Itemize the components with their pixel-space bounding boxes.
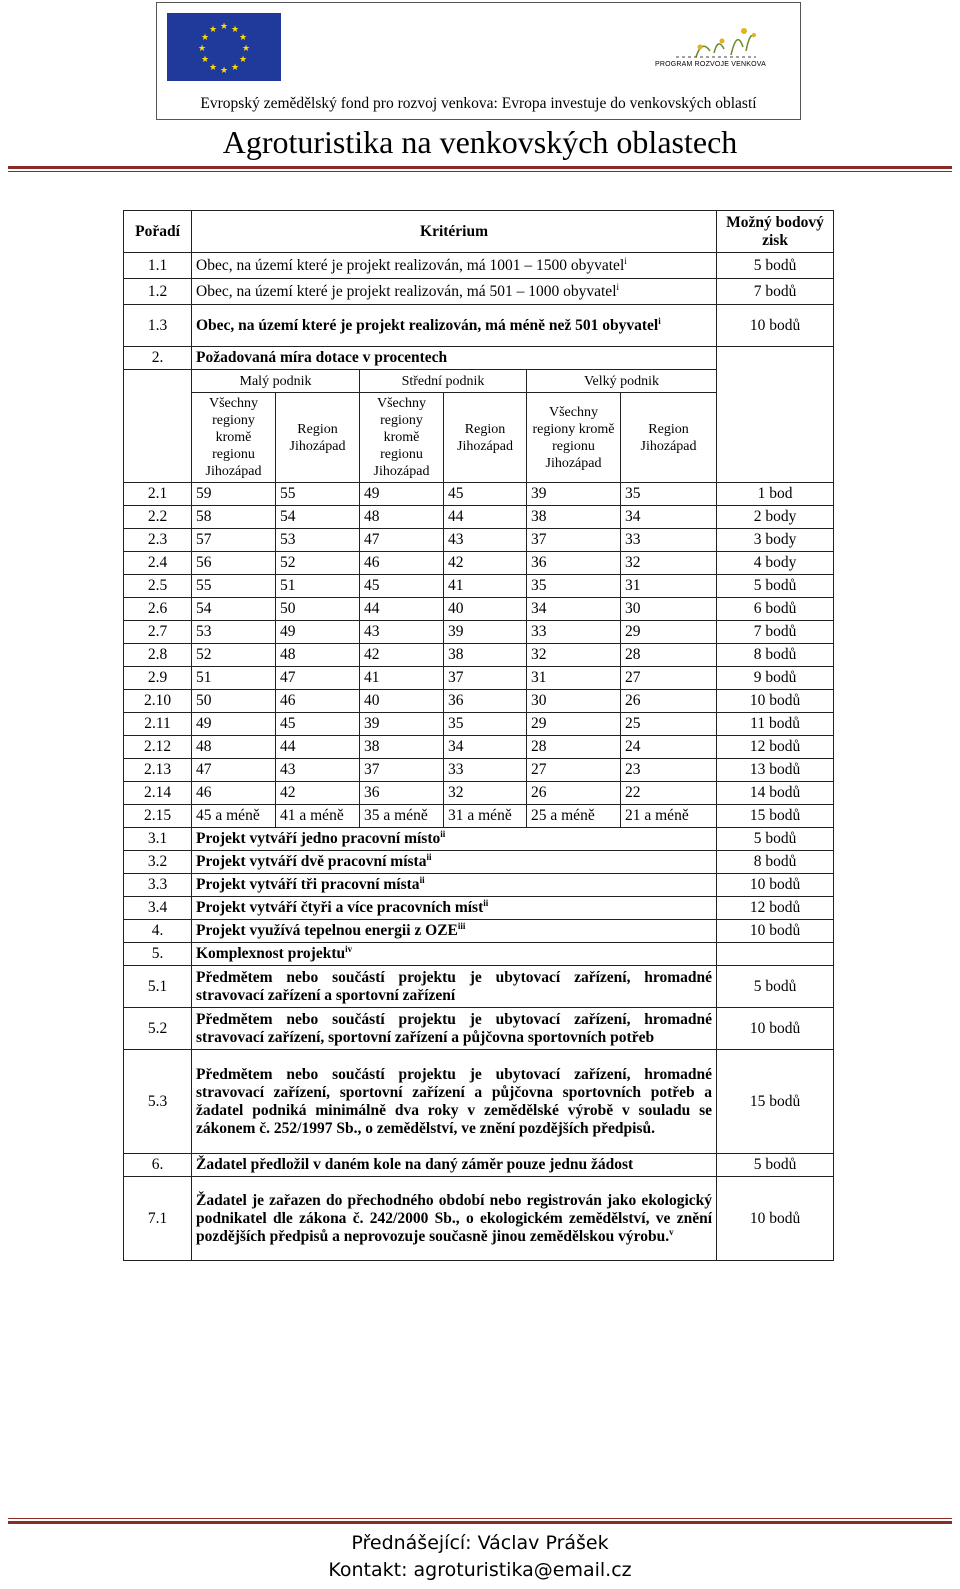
row-id: 5.2 <box>124 1008 192 1050</box>
value-cell: 39 <box>444 621 527 644</box>
value-cell: 28 <box>621 644 717 667</box>
value-cell: 48 <box>276 644 360 667</box>
value-cell: 25 <box>621 713 717 736</box>
table-row <box>124 782 834 805</box>
criterion-cell <box>192 920 717 943</box>
row-id: 2.11 <box>124 713 192 736</box>
row-id: 4. <box>124 920 192 943</box>
value-cell: 36 <box>444 690 527 713</box>
points-cell: 5 bodů <box>717 253 834 279</box>
value-cell: 31 <box>621 575 717 598</box>
value-cell: 40 <box>444 598 527 621</box>
program-logo-text: PROGRAM ROZVOJE VENKOVA <box>654 61 766 68</box>
table-row <box>124 736 834 759</box>
table-row <box>124 759 834 782</box>
footer-contact: Kontakt: agroturistika@email.cz <box>328 1559 632 1581</box>
points-cell: 5 bodů <box>717 828 834 851</box>
banner-caption: Evropský zemědělský fond pro rozvoj venkova: Evropa investuje do venkovských oblastí <box>200 95 757 112</box>
row-id: 2.7 <box>124 621 192 644</box>
points-cell: 5 bodů <box>717 966 834 1008</box>
top-divider <box>8 166 952 169</box>
value-cell: 40 <box>360 690 444 713</box>
table-row <box>124 805 834 828</box>
points-cell: 10 bodů <box>717 920 834 943</box>
row-id: 2.1 <box>124 483 192 506</box>
criterion-cell <box>192 305 717 347</box>
row-id: 2.4 <box>124 552 192 575</box>
table-row <box>124 253 834 279</box>
footnote-mark: ii <box>483 897 489 908</box>
points-cell: 1 bod <box>717 483 834 506</box>
criterion-text: Projekt vytváří čtyři a více pracovních míst <box>196 899 484 916</box>
points-cell: 15 bodů <box>717 1050 834 1154</box>
section-title: Požadovaná míra dotace v procentech <box>192 347 717 370</box>
table-row <box>124 279 834 305</box>
criterion-text: Projekt vytváří tři pracovní místa <box>196 876 420 893</box>
value-cell: 46 <box>276 690 360 713</box>
value-cell: 41 a méně <box>276 805 360 828</box>
header-criterion: Kritérium <box>192 211 717 253</box>
value-cell: 38 <box>444 644 527 667</box>
value-cell: 51 <box>276 575 360 598</box>
row-id: 1.1 <box>124 253 192 279</box>
criteria-table <box>123 210 834 1261</box>
points-cell: 11 bodů <box>717 713 834 736</box>
criterion-cell <box>192 874 717 897</box>
value-cell: 32 <box>527 644 621 667</box>
value-cell: 39 <box>360 713 444 736</box>
value-cell: 31 <box>527 667 621 690</box>
value-cell: 45 <box>444 483 527 506</box>
value-cell: 38 <box>527 506 621 529</box>
value-cell: 39 <box>527 483 621 506</box>
svg-text:★: ★ <box>200 33 210 43</box>
value-cell: 31 a méně <box>444 805 527 828</box>
table-row <box>124 644 834 667</box>
table-row <box>124 506 834 529</box>
value-cell: 33 <box>621 529 717 552</box>
value-cell: 29 <box>621 621 717 644</box>
criterion-cell <box>192 966 717 1008</box>
row-id: 3.2 <box>124 851 192 874</box>
points-cell: 8 bodů <box>717 644 834 667</box>
criterion-text: Projekt využívá tepelnou energii z OZE <box>196 922 458 939</box>
row-id: 3.4 <box>124 897 192 920</box>
criterion-cell <box>192 1154 717 1177</box>
row-id: 2.15 <box>124 805 192 828</box>
value-cell: 37 <box>527 529 621 552</box>
header-order: Pořadí <box>124 211 192 253</box>
value-cell: 54 <box>192 598 276 621</box>
footnote-mark: v <box>669 1226 674 1237</box>
row-id: 3.1 <box>124 828 192 851</box>
subcolumn-header: Region Jihozápad <box>621 393 717 483</box>
value-cell: 49 <box>360 483 444 506</box>
value-cell: 42 <box>444 552 527 575</box>
value-cell: 43 <box>444 529 527 552</box>
criterion-text: Žadatel je zařazen do přechodného období nebo registrován jako ekologický podnikatel dle zákona č. 242/2000 Sb., o ekologickém zemědělství, ve znění pozdějších předpisů a neprovozuje současně jinou zemědělskou výrobu. <box>196 1191 713 1245</box>
eu-stars-icon <box>167 13 281 81</box>
value-cell: 46 <box>360 552 444 575</box>
bottom-divider-thin <box>8 1518 952 1519</box>
value-cell: 25 a méně <box>527 805 621 828</box>
eu-flag-logo <box>167 13 281 81</box>
value-cell: 47 <box>276 667 360 690</box>
value-cell: 28 <box>527 736 621 759</box>
points-cell: 3 body <box>717 529 834 552</box>
value-cell: 32 <box>444 782 527 805</box>
top-divider-thin <box>8 171 952 172</box>
value-cell: 49 <box>192 713 276 736</box>
criterion-cell <box>192 897 717 920</box>
value-cell: 43 <box>276 759 360 782</box>
row-id: 2.9 <box>124 667 192 690</box>
value-cell: 38 <box>360 736 444 759</box>
footnote-mark: iii <box>457 920 466 931</box>
value-cell: 41 <box>360 667 444 690</box>
table-row <box>124 966 834 1008</box>
footnote-mark: i <box>616 281 620 292</box>
points-cell: 2 body <box>717 506 834 529</box>
value-cell: 45 <box>276 713 360 736</box>
table-row <box>124 943 834 966</box>
table-row <box>124 1008 834 1050</box>
value-cell: 48 <box>360 506 444 529</box>
points-cell: 6 bodů <box>717 598 834 621</box>
table-row <box>124 828 834 851</box>
value-cell: 47 <box>192 759 276 782</box>
criterion-text: Předmětem nebo součástí projektu je ubytovací zařízení, hromadné stravovací zařízení a sportovní zařízení <box>196 968 713 1004</box>
value-cell: 27 <box>527 759 621 782</box>
row-id: 5.1 <box>124 966 192 1008</box>
footer <box>0 1530 960 1584</box>
value-cell: 35 <box>621 483 717 506</box>
value-cell: 44 <box>444 506 527 529</box>
criterion-cell <box>192 279 717 305</box>
value-cell: 21 a méně <box>621 805 717 828</box>
criterion-cell <box>192 1177 717 1261</box>
footnote-mark: i <box>658 315 661 326</box>
value-cell: 30 <box>527 690 621 713</box>
table-row <box>124 851 834 874</box>
criterion-text: Obec, na území které je projekt realizován, má méně než 501 obyvatel <box>196 316 659 334</box>
value-cell: 52 <box>276 552 360 575</box>
table-row <box>124 483 834 506</box>
criterion-cell <box>192 253 717 279</box>
value-cell: 36 <box>360 782 444 805</box>
footnote-mark: iv <box>345 943 353 954</box>
rural-development-icon <box>636 17 786 79</box>
criterion-text: Komplexnost projektu <box>196 945 346 962</box>
table-row <box>124 1050 834 1154</box>
criterion-text: Projekt vytváří dvě pracovní místa <box>196 853 427 870</box>
value-cell: 53 <box>192 621 276 644</box>
footnote-mark: ii <box>426 851 432 862</box>
row-id: 6. <box>124 1154 192 1177</box>
value-cell: 34 <box>444 736 527 759</box>
footnote-mark: ii <box>440 828 446 839</box>
table-row <box>124 1154 834 1177</box>
group-header: Malý podnik <box>192 370 360 393</box>
table-row <box>124 529 834 552</box>
value-cell: 37 <box>360 759 444 782</box>
program-rozvoje-venkova-logo <box>636 17 786 79</box>
header-points: Možný bodový zisk <box>717 211 834 253</box>
value-cell: 50 <box>192 690 276 713</box>
points-cell: 12 bodů <box>717 897 834 920</box>
criterion-text: Obec, na území které je projekt realizován, má 1001 – 1500 obyvatel <box>196 256 625 274</box>
svg-text:★: ★ <box>219 66 229 76</box>
value-cell: 35 <box>527 575 621 598</box>
value-cell: 48 <box>192 736 276 759</box>
value-cell: 23 <box>621 759 717 782</box>
row-id: 2.3 <box>124 529 192 552</box>
points-cell: 10 bodů <box>717 874 834 897</box>
table-row <box>124 621 834 644</box>
value-cell: 58 <box>192 506 276 529</box>
value-cell: 26 <box>527 782 621 805</box>
points-cell: 4 body <box>717 552 834 575</box>
points-cell: 7 bodů <box>717 279 834 305</box>
value-cell: 52 <box>192 644 276 667</box>
table-row <box>124 690 834 713</box>
value-cell: 55 <box>276 483 360 506</box>
value-cell: 47 <box>360 529 444 552</box>
value-cell: 50 <box>276 598 360 621</box>
points-cell: 10 bodů <box>717 690 834 713</box>
value-cell: 34 <box>621 506 717 529</box>
row-id: 1.2 <box>124 279 192 305</box>
criterion-cell <box>192 1050 717 1154</box>
table-row <box>124 552 834 575</box>
criterion-text: Projekt vytváří jedno pracovní místo <box>196 830 441 847</box>
criterion-cell <box>192 828 717 851</box>
svg-text:★: ★ <box>208 63 218 73</box>
row-id: 2.6 <box>124 598 192 621</box>
points-cell: 5 bodů <box>717 575 834 598</box>
value-cell: 36 <box>527 552 621 575</box>
svg-text:★: ★ <box>197 44 207 54</box>
points-cell-empty <box>717 347 834 483</box>
value-cell: 35 <box>444 713 527 736</box>
value-cell: 53 <box>276 529 360 552</box>
table-row <box>124 713 834 736</box>
page-title: Agroturistika na venkovských oblastech <box>222 124 738 160</box>
value-cell: 29 <box>527 713 621 736</box>
value-cell: 30 <box>621 598 717 621</box>
table-row <box>124 920 834 943</box>
criterion-text: Obec, na území které je projekt realizován, má 501 – 1000 obyvatel <box>196 282 617 300</box>
criterion-text: Předmětem nebo součástí projektu je ubytovací zařízení, hromadné stravovací zařízení, sportovní zařízení a půjčovna sportovních potřeb a žadatel podniká minimálně dva roky v zemědělské výrobě v souladu se zákonem č. 252/1997 Sb., o zemědělství, ve znění pozdějších předpisů. <box>196 1065 713 1137</box>
value-cell: 45 a méně <box>192 805 276 828</box>
value-cell: 57 <box>192 529 276 552</box>
subcolumn-header: Region Jihozápad <box>444 393 527 483</box>
table-row <box>124 575 834 598</box>
subcolumn-header: Všechny regiony kromě regionu Jihozápad <box>527 393 621 483</box>
value-cell: 34 <box>527 598 621 621</box>
criterion-text: Žadatel předložil v daném kole na daný záměr pouze jednu žádost <box>196 1156 634 1173</box>
value-cell: 33 <box>444 759 527 782</box>
value-cell: 59 <box>192 483 276 506</box>
value-cell: 54 <box>276 506 360 529</box>
criterion-cell <box>192 851 717 874</box>
svg-text:★: ★ <box>230 25 240 35</box>
value-cell: 46 <box>192 782 276 805</box>
value-cell: 44 <box>276 736 360 759</box>
svg-text:★: ★ <box>238 33 248 43</box>
header-banner <box>156 2 801 120</box>
row-id: 2.2 <box>124 506 192 529</box>
points-cell: 14 bodů <box>717 782 834 805</box>
row-id: 2.14 <box>124 782 192 805</box>
value-cell: 37 <box>444 667 527 690</box>
svg-text:★: ★ <box>238 55 248 65</box>
criterion-text: Předmětem nebo součástí projektu je ubytovací zařízení, hromadné stravovací zařízení, sportovní zařízení a půjčovna sportovních potřeb <box>196 1010 713 1046</box>
value-cell: 55 <box>192 575 276 598</box>
points-cell: 10 bodů <box>717 305 834 347</box>
row-id: 5. <box>124 943 192 966</box>
table-row <box>124 1177 834 1261</box>
row-id: 3.3 <box>124 874 192 897</box>
row-id: 2.12 <box>124 736 192 759</box>
footnote-mark: i <box>624 255 627 266</box>
svg-text:★: ★ <box>200 55 210 65</box>
svg-text:★: ★ <box>219 22 229 32</box>
table-row <box>124 667 834 690</box>
row-id: 5.3 <box>124 1050 192 1154</box>
value-cell: 51 <box>192 667 276 690</box>
points-cell: 8 bodů <box>717 851 834 874</box>
row-id: 2.10 <box>124 690 192 713</box>
criterion-cell <box>192 943 717 966</box>
svg-text:★: ★ <box>230 63 240 73</box>
points-cell: 7 bodů <box>717 621 834 644</box>
footer-lecturer: Přednášející: Václav Prášek <box>351 1532 609 1554</box>
value-cell: 33 <box>527 621 621 644</box>
value-cell: 42 <box>276 782 360 805</box>
points-cell: 10 bodů <box>717 1008 834 1050</box>
table-row <box>124 347 834 370</box>
table-row <box>124 897 834 920</box>
criterion-cell <box>192 1008 717 1050</box>
row-id: 2.5 <box>124 575 192 598</box>
row-id: 2.13 <box>124 759 192 782</box>
value-cell: 22 <box>621 782 717 805</box>
subcolumn-header: Všechny regiony kromě regionu Jihozápad <box>360 393 444 483</box>
value-cell: 26 <box>621 690 717 713</box>
points-cell: 5 bodů <box>717 1154 834 1177</box>
value-cell: 42 <box>360 644 444 667</box>
svg-text:★: ★ <box>241 44 251 54</box>
value-cell: 35 a méně <box>360 805 444 828</box>
subcolumn-header: Region Jihozápad <box>276 393 360 483</box>
row-id: 7.1 <box>124 1177 192 1261</box>
value-cell: 44 <box>360 598 444 621</box>
value-cell: 32 <box>621 552 717 575</box>
value-cell: 45 <box>360 575 444 598</box>
row-id-empty <box>124 370 192 483</box>
points-cell: 15 bodů <box>717 805 834 828</box>
points-cell: 10 bodů <box>717 1177 834 1261</box>
value-cell: 41 <box>444 575 527 598</box>
points-cell: 12 bodů <box>717 736 834 759</box>
group-header: Velký podnik <box>527 370 717 393</box>
subcolumn-header: Všechny regiony kromě regionu Jihozápad <box>192 393 276 483</box>
value-cell: 27 <box>621 667 717 690</box>
value-cell: 56 <box>192 552 276 575</box>
svg-text:★: ★ <box>208 25 218 35</box>
points-cell: 13 bodů <box>717 759 834 782</box>
value-cell: 24 <box>621 736 717 759</box>
bottom-divider <box>8 1521 952 1524</box>
row-id: 1.3 <box>124 305 192 347</box>
row-id: 2.8 <box>124 644 192 667</box>
value-cell: 49 <box>276 621 360 644</box>
points-cell <box>717 943 834 966</box>
table-row <box>124 874 834 897</box>
table-row <box>124 598 834 621</box>
footnote-mark: ii <box>419 874 425 885</box>
points-cell: 9 bodů <box>717 667 834 690</box>
value-cell: 43 <box>360 621 444 644</box>
group-header: Střední podnik <box>360 370 527 393</box>
row-id: 2. <box>124 347 192 370</box>
table-row <box>124 305 834 347</box>
